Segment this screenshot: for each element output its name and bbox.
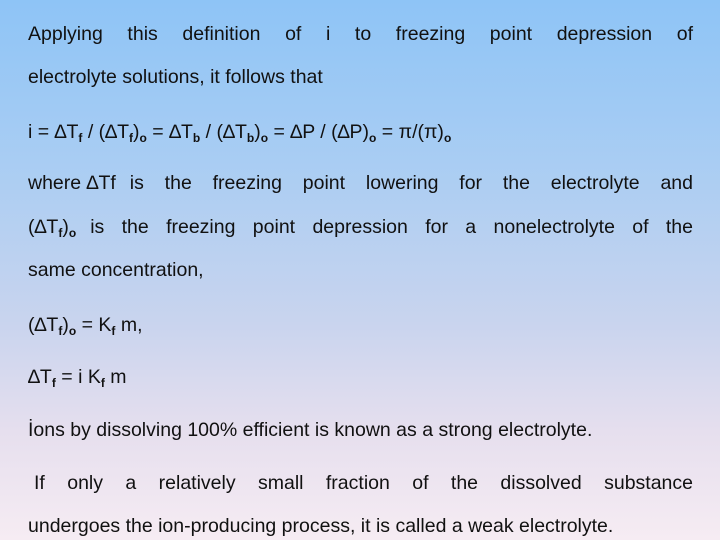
- line5-text: is the freezing point depression for a nonelectrolyte of the: [90, 216, 693, 238]
- eq2-subscript: o: [68, 324, 77, 338]
- eq3-part: m: [104, 366, 127, 388]
- eq2-part: m,: [115, 314, 143, 336]
- eq3-subscript: f: [51, 376, 56, 390]
- eq1-part: / (∆T: [200, 121, 247, 143]
- l5-part: ): [62, 216, 69, 238]
- eq2-part: ): [62, 314, 69, 336]
- paragraph-line-10: If only a relatively small fraction of the dissolved substance: [34, 472, 693, 494]
- eq1-part: i = ∆T: [28, 121, 79, 143]
- delta-tf-o: [28, 215, 76, 239]
- eq1-part: ): [254, 121, 261, 143]
- eq2-part: (∆T: [28, 314, 59, 336]
- eq3-subscript: f: [100, 376, 105, 390]
- paragraph-line-5: [28, 215, 693, 239]
- equation-freezing-point: [28, 313, 693, 337]
- eq3-part: ∆T: [28, 366, 52, 388]
- paragraph-line-6: same concentration,: [28, 259, 204, 281]
- eq2-subscript: f: [111, 324, 116, 338]
- paragraph-line-4: [28, 171, 693, 195]
- where-delta-tf: where ∆Tf: [28, 172, 116, 194]
- eq1-subscript: o: [260, 131, 269, 145]
- eq1-part: ): [133, 121, 140, 143]
- paragraph-line-2: electrolyte solutions, it follows that: [28, 66, 323, 88]
- eq1-part: = ∆P / (∆P): [268, 121, 370, 143]
- l5-subscript: o: [68, 226, 77, 240]
- eq1-subscript: b: [192, 131, 201, 145]
- eq1-subscript: f: [78, 131, 83, 145]
- eq1-part: / (∆T: [82, 121, 129, 143]
- eq1-subscript: f: [129, 131, 133, 145]
- eq1-part: = ∆T: [146, 121, 193, 143]
- paragraph-line-9: İons by dissolving 100% efficient is known as a strong electrolyte.: [28, 419, 593, 441]
- eq1-part: = π/(π): [376, 121, 444, 143]
- paragraph-line-11: undergoes the ion-producing process, it is called a weak electrolyte.: [28, 515, 614, 537]
- eq1-subscript: o: [443, 131, 452, 145]
- eq1-subscript: o: [139, 131, 147, 145]
- eq1-subscript: b: [246, 131, 255, 145]
- l5-subscript: f: [58, 226, 63, 240]
- equation-electrolyte-depression: [28, 365, 693, 389]
- paragraph-line-1: Applying this definition of i to freezing point depression of: [28, 23, 693, 45]
- eq3-part: = i K: [55, 366, 101, 388]
- equation-van-t-hoff-factor: [28, 120, 693, 144]
- eq2-subscript: f: [58, 324, 63, 338]
- l5-part: (∆T: [28, 216, 59, 238]
- eq2-part: = K: [76, 314, 112, 336]
- eq1-subscript: o: [369, 131, 377, 145]
- line4-text: is the freezing point lowering for the electrolyte and: [129, 172, 693, 194]
